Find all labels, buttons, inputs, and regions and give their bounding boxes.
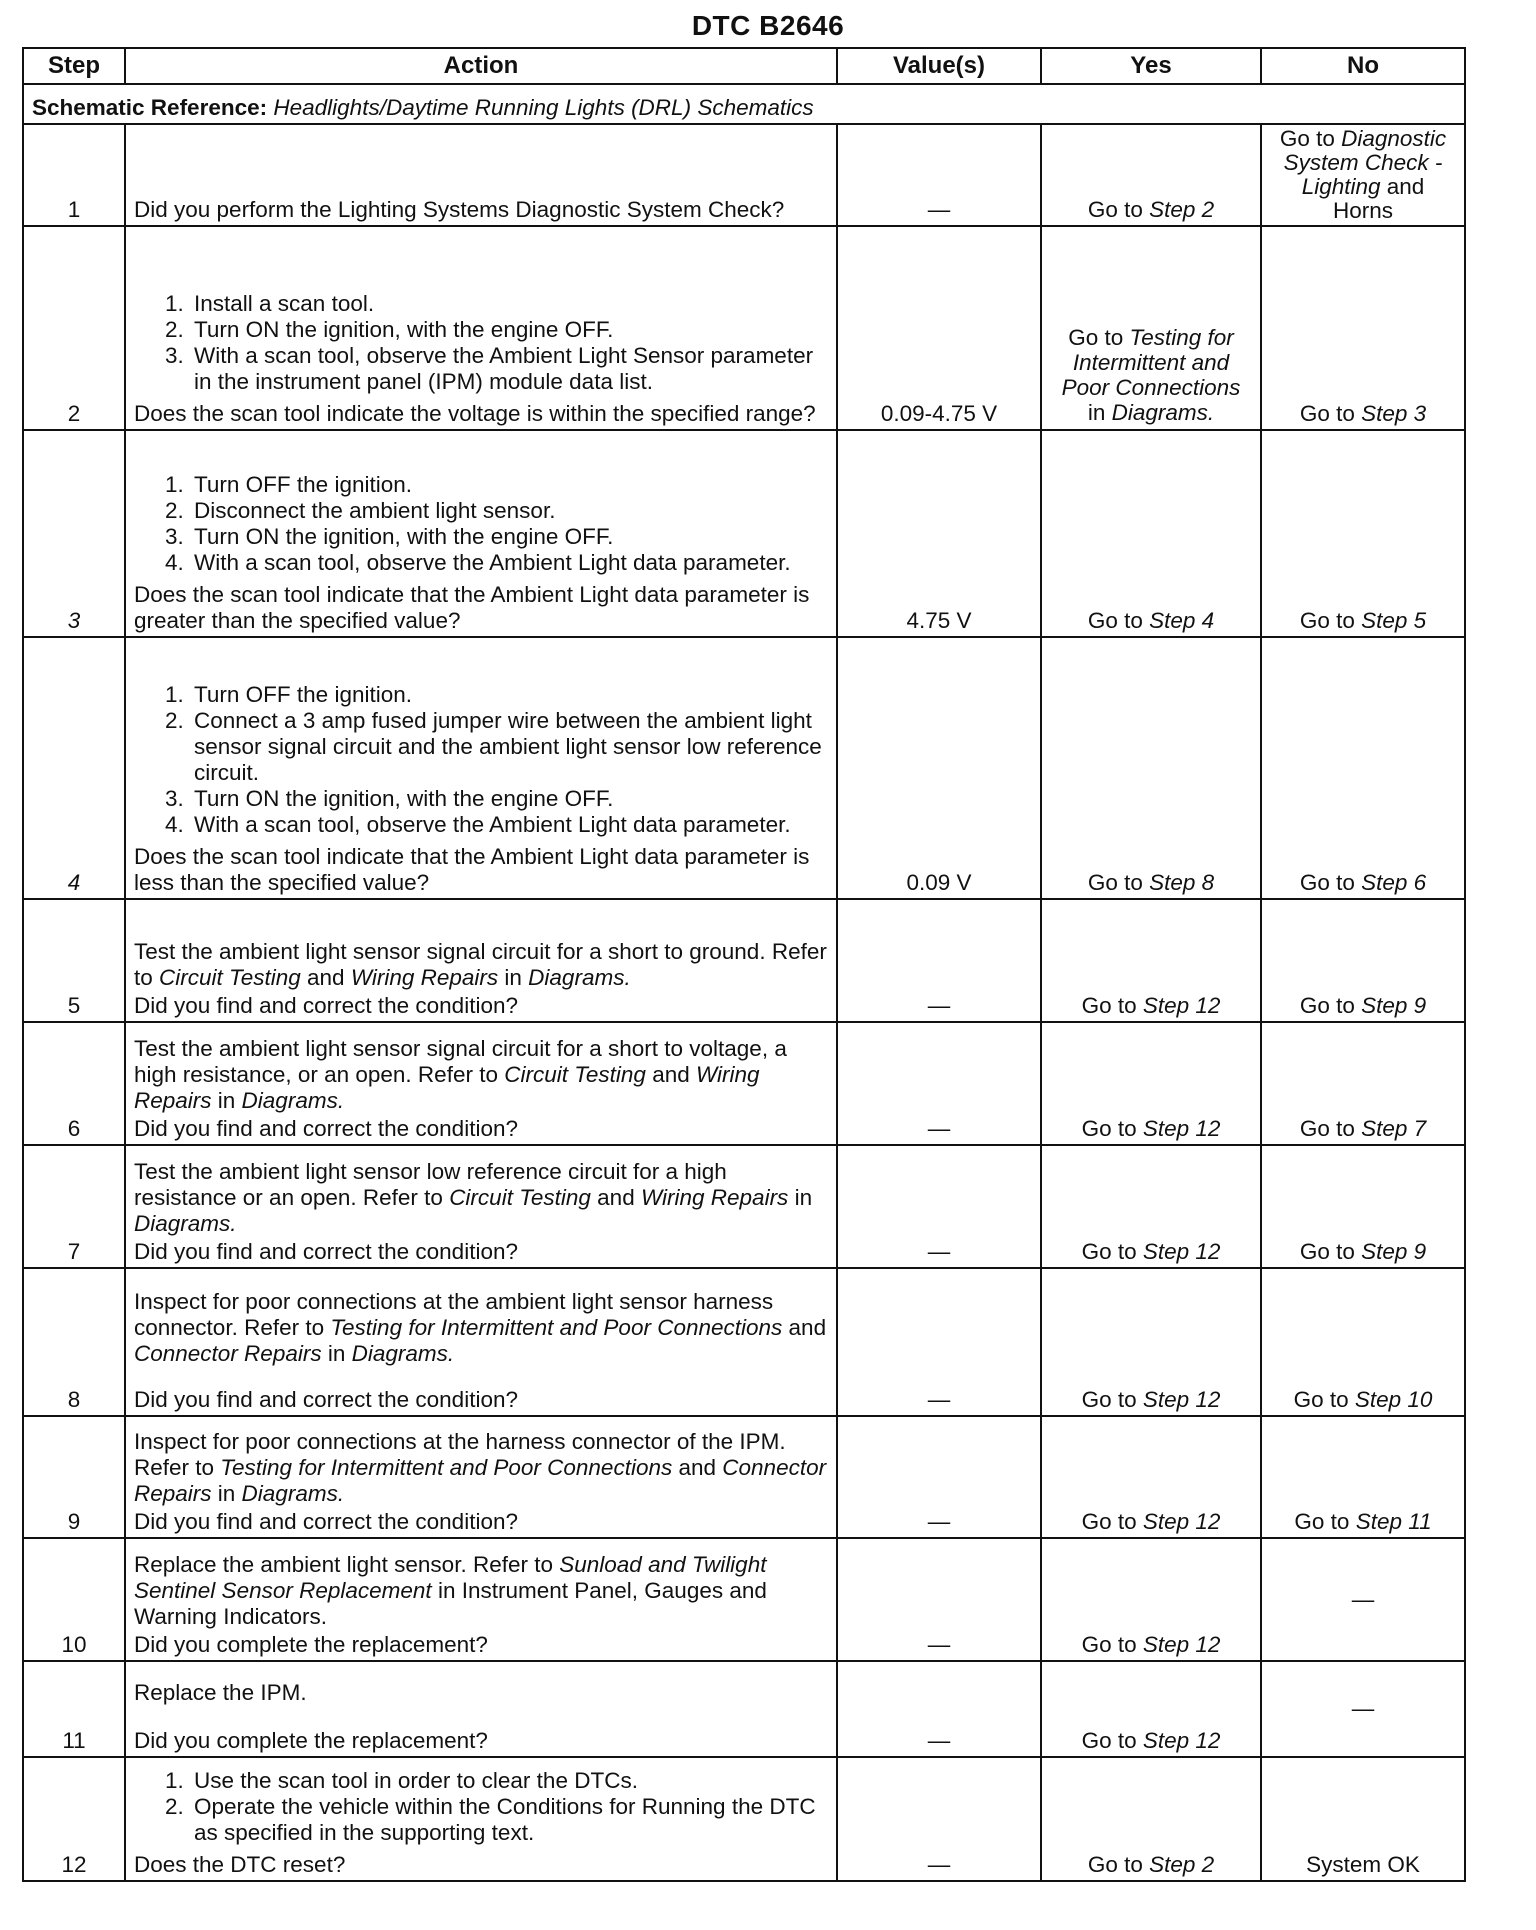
action-cell xyxy=(125,124,837,226)
ref-link[interactable]: Testing for Intermittent and Poor Connections xyxy=(330,1315,783,1340)
action-cell xyxy=(125,430,837,637)
ref-link[interactable]: Diagrams. xyxy=(528,965,631,990)
schematic-reference xyxy=(23,84,1465,124)
action-cell xyxy=(125,1538,837,1661)
action-step: 1. Use the scan tool in order to clear the DTCs. xyxy=(190,1768,828,1794)
action-step: 2. Operate the vehicle within the Conditions for Running the DTC as specified in the supporting text. xyxy=(190,1794,828,1846)
no-link[interactable]: Step 11 xyxy=(1355,1509,1432,1534)
value-cell: 0.09-4.75 V xyxy=(837,226,1041,430)
value-cell: — xyxy=(837,1538,1041,1661)
action-text: Replace the ambient light sensor. Refer to Sunload and Twilight Sentinel Sensor Replacement in Instrument Panel, Gauges and Warning Indicators. xyxy=(134,1552,767,1629)
action-cell xyxy=(125,1268,837,1416)
action-question: Does the scan tool indicate that the Ambient Light data parameter is less than the specified value? xyxy=(134,844,810,895)
action-cell xyxy=(125,1145,837,1268)
page-title: DTC B2646 xyxy=(691,10,845,41)
yes-cell: Go to Step 8 xyxy=(1041,637,1261,899)
step-number: 11 xyxy=(23,1661,125,1757)
header-no: No xyxy=(1261,48,1465,84)
action-question: Does the scan tool indicate the voltage is within the specified range? xyxy=(134,401,816,426)
yes-link[interactable]: Step 12 xyxy=(1142,1387,1221,1412)
value-cell: — xyxy=(837,1268,1041,1416)
yes-cell: Go to Step 12 xyxy=(1041,1538,1261,1661)
yes-link[interactable]: Step 12 xyxy=(1142,1116,1221,1141)
action-question: Did you find and correct the condition? xyxy=(134,993,518,1018)
step-number: 1 xyxy=(23,124,125,226)
action-question: Did you complete the replacement? xyxy=(134,1632,488,1657)
action-cell xyxy=(125,1757,837,1881)
action-step: 4. With a scan tool, observe the Ambient Light data parameter. xyxy=(190,550,828,576)
value-cell: — xyxy=(837,1757,1041,1881)
action-question: Did you find and correct the condition? xyxy=(134,1239,518,1264)
action-step: 2. Connect a 3 amp fused jumper wire between the ambient light sensor signal circuit and the ambient light sensor low reference circuit. xyxy=(190,708,828,786)
no-cell: Go to Diagnostic System Check - Lighting and Horns xyxy=(1261,124,1465,226)
schematic-reference-link[interactable]: Headlights/Daytime Running Lights (DRL) Schematics xyxy=(273,95,814,120)
header-action: Action xyxy=(125,48,837,84)
step-number: 2 xyxy=(23,226,125,430)
yes-link[interactable]: Step 2 xyxy=(1149,197,1215,222)
step-number: 12 xyxy=(23,1757,125,1881)
no-link[interactable]: Step 10 xyxy=(1354,1387,1433,1412)
action-cell xyxy=(125,226,837,430)
spacer xyxy=(134,1706,828,1728)
action-step: 1. Install a scan tool. xyxy=(190,291,828,317)
action-steps xyxy=(134,472,828,576)
action-question: Does the scan tool indicate that the Ambient Light data parameter is greater than the specified value? xyxy=(134,582,810,633)
yes-link[interactable]: Step 2 xyxy=(1149,1852,1215,1877)
action-text: Replace the IPM. xyxy=(134,1680,307,1705)
table-row xyxy=(23,430,1465,637)
ref-link[interactable]: Circuit Testing xyxy=(504,1062,646,1087)
action-question: Did you find and correct the condition? xyxy=(134,1116,518,1141)
yes-cell: Go to Step 12 xyxy=(1041,1661,1261,1757)
no-cell: Go to Step 10 xyxy=(1261,1268,1465,1416)
action-step: 1. Turn OFF the ignition. xyxy=(190,472,828,498)
no-link[interactable]: Step 9 xyxy=(1361,1239,1427,1264)
no-cell: Go to Step 7 xyxy=(1261,1022,1465,1145)
value-cell: 4.75 V xyxy=(837,430,1041,637)
no-link[interactable]: Step 5 xyxy=(1361,608,1427,633)
schematic-reference-row xyxy=(23,84,1465,124)
action-step: 1. Turn OFF the ignition. xyxy=(190,682,828,708)
yes-cell: Go to Step 4 xyxy=(1041,430,1261,637)
table-row xyxy=(23,1022,1465,1145)
no-cell: Go to Step 9 xyxy=(1261,899,1465,1022)
action-cell xyxy=(125,637,837,899)
ref-link[interactable]: Connector Repairs xyxy=(134,1341,322,1366)
yes-link[interactable]: Step 4 xyxy=(1149,608,1215,633)
table-row xyxy=(23,124,1465,226)
action-steps xyxy=(134,1768,828,1846)
action-text: Test the ambient light sensor low reference circuit for a high resistance or an open. Refer to Circuit Testing and Wiring Repairs in Diagrams. xyxy=(134,1159,813,1236)
value-cell: — xyxy=(837,1661,1041,1757)
yes-link[interactable]: Step 12 xyxy=(1142,1239,1221,1264)
action-step: 2. Turn ON the ignition, with the engine OFF. xyxy=(190,317,828,343)
yes-cell: Go to Step 12 xyxy=(1041,1022,1261,1145)
table-row xyxy=(23,899,1465,1022)
table-row xyxy=(23,1757,1465,1881)
ref-link[interactable]: Circuit Testing xyxy=(449,1185,591,1210)
action-question: Does the DTC reset? xyxy=(134,1852,346,1877)
action-cell xyxy=(125,899,837,1022)
value-cell: — xyxy=(837,124,1041,226)
action-text: Test the ambient light sensor signal circuit for a short to ground. Refer to Circuit Testing and Wiring Repairs in Diagrams. xyxy=(134,939,827,990)
no-link[interactable]: Step 6 xyxy=(1361,870,1427,895)
ref-link[interactable]: Diagrams. xyxy=(351,1341,455,1366)
action-cell xyxy=(125,1022,837,1145)
ref-link[interactable]: Wiring Repairs xyxy=(640,1185,789,1210)
step-number: 8 xyxy=(23,1268,125,1416)
table-row xyxy=(23,1661,1465,1757)
yes-cell: Go to Testing for Intermittent and Poor Connections in Diagrams. xyxy=(1041,226,1261,430)
ref-link[interactable]: Wiring Repairs xyxy=(134,1062,760,1113)
yes-cell: Go to Step 12 xyxy=(1041,1268,1261,1416)
action-question: Did you find and correct the condition? xyxy=(134,1387,518,1412)
ref-link[interactable]: Testing for Intermittent and Poor Connections xyxy=(220,1455,673,1480)
no-cell: Go to Step 6 xyxy=(1261,637,1465,899)
step-number: 3 xyxy=(23,430,125,637)
step-number: 10 xyxy=(23,1538,125,1661)
yes-link[interactable]: Step 12 xyxy=(1142,1632,1221,1657)
action-steps xyxy=(134,291,828,395)
ref-link[interactable]: Wiring Repairs xyxy=(350,965,499,990)
no-cell: — xyxy=(1261,1661,1465,1757)
yes-cell: Go to Step 2 xyxy=(1041,1757,1261,1881)
yes-cell: Go to Step 12 xyxy=(1041,1145,1261,1268)
table-row xyxy=(23,1416,1465,1538)
no-cell: Go to Step 11 xyxy=(1261,1416,1465,1538)
action-cell xyxy=(125,1661,837,1757)
no-link[interactable]: Step 7 xyxy=(1361,1116,1427,1141)
no-link[interactable]: Diagnostic System Check - Lighting xyxy=(1283,126,1447,199)
value-cell: — xyxy=(837,899,1041,1022)
header-step: Step xyxy=(23,48,125,84)
value-cell: — xyxy=(837,1416,1041,1538)
schematic-reference-label: Schematic Reference: xyxy=(32,95,268,120)
yes-cell: Go to Step 2 xyxy=(1041,124,1261,226)
action-text: Inspect for poor connections at the harness connector of the IPM. Refer to Testing for Intermittent and Poor Connections and Connector Repairs in Diagrams. xyxy=(134,1429,827,1506)
value-cell: — xyxy=(837,1145,1041,1268)
yes-link[interactable]: Testing for Intermittent and Poor Connections xyxy=(1061,325,1241,400)
step-number: 4 xyxy=(23,637,125,899)
header-row xyxy=(23,48,1465,84)
no-link[interactable]: Step 9 xyxy=(1361,993,1427,1018)
value-cell: 0.09 V xyxy=(837,637,1041,899)
yes-link[interactable]: Step 12 xyxy=(1142,1509,1221,1534)
yes-link[interactable]: Step 12 xyxy=(1142,1728,1221,1753)
no-cell: — xyxy=(1261,1538,1465,1661)
action-steps xyxy=(134,682,828,838)
yes-link-diagrams[interactable]: Diagrams. xyxy=(1111,400,1215,425)
ref-link[interactable]: Diagrams. xyxy=(241,1481,345,1506)
yes-link[interactable]: Step 8 xyxy=(1149,870,1215,895)
action-step: 3. Turn ON the ignition, with the engine OFF. xyxy=(190,524,828,550)
action-step: 2. Disconnect the ambient light sensor. xyxy=(190,498,828,524)
yes-link[interactable]: Step 12 xyxy=(1142,993,1221,1018)
action-step: 3. Turn ON the ignition, with the engine OFF. xyxy=(190,786,828,812)
yes-cell: Go to Step 12 xyxy=(1041,1416,1261,1538)
header-values: Value(s) xyxy=(837,48,1041,84)
no-cell: Go to Step 5 xyxy=(1261,430,1465,637)
table-row xyxy=(23,637,1465,899)
step-number: 7 xyxy=(23,1145,125,1268)
action-step: 3. With a scan tool, observe the Ambient Light Sensor parameter in the instrument panel (IPM) module data list. xyxy=(190,343,828,395)
ref-link[interactable]: Sunload and Twilight Sentinel Sensor Replacement xyxy=(134,1552,767,1603)
step-number: 5 xyxy=(23,899,125,1022)
spacer xyxy=(134,1367,828,1387)
ref-link[interactable]: Diagrams. xyxy=(134,1211,237,1236)
table-row xyxy=(23,1145,1465,1268)
action-question: Did you find and correct the condition? xyxy=(134,1509,518,1534)
action-cell xyxy=(125,1416,837,1538)
ref-link[interactable]: Connector Repairs xyxy=(134,1455,827,1506)
diagnostic-table xyxy=(22,47,1466,1882)
action-step: 4. With a scan tool, observe the Ambient Light data parameter. xyxy=(190,812,828,838)
ref-link[interactable]: Circuit Testing xyxy=(159,965,301,990)
value-cell: — xyxy=(837,1022,1041,1145)
action-question: Did you complete the replacement? xyxy=(134,1728,488,1753)
no-cell: System OK xyxy=(1261,1757,1465,1881)
action-text: Inspect for poor connections at the ambient light sensor harness connector. Refer to Testing for Intermittent and Poor Connections and Connector Repairs in Diagrams. xyxy=(134,1289,827,1366)
no-cell: Go to Step 3 xyxy=(1261,226,1465,430)
table-row xyxy=(23,1538,1465,1661)
ref-link[interactable]: Diagrams. xyxy=(241,1088,345,1113)
no-cell: Go to Step 9 xyxy=(1261,1145,1465,1268)
table-row xyxy=(23,1268,1465,1416)
step-number: 9 xyxy=(23,1416,125,1538)
no-link[interactable]: Step 3 xyxy=(1361,401,1427,426)
step-number: 6 xyxy=(23,1022,125,1145)
action-text: Test the ambient light sensor signal circuit for a short to voltage, a high resistance, or an open. Refer to Circuit Testing and Wiring Repairs in Diagrams. xyxy=(134,1036,787,1113)
yes-cell: Go to Step 12 xyxy=(1041,899,1261,1022)
table-row xyxy=(23,226,1465,430)
action-question: Did you perform the Lighting Systems Diagnostic System Check? xyxy=(134,197,785,222)
header-yes: Yes xyxy=(1041,48,1261,84)
